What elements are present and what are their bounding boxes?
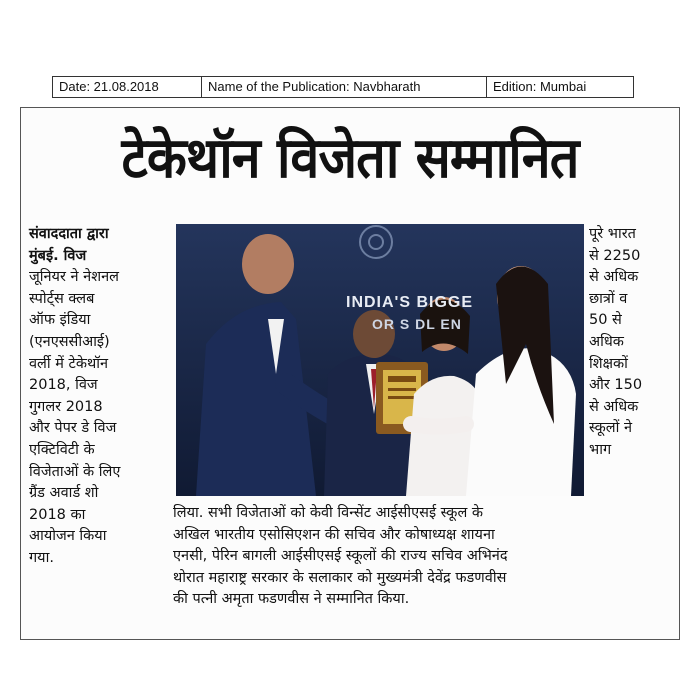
left-line: ऑफ इंडिया — [29, 312, 91, 329]
banner-text: INDIA'S BIGGE — [346, 294, 474, 311]
bottom-line: एनसी, पेरिन बागली आईसीएसई स्कूलों की राज्य सचिव अभिनंद — [173, 548, 508, 565]
left-line: 2018 का — [29, 506, 86, 523]
left-line: वर्ली में टेकेथॉन — [29, 355, 109, 372]
newspaper-clipping — [20, 107, 680, 640]
left-line: आयोजन किया — [29, 528, 107, 545]
left-line: एक्टिविटी के — [29, 441, 95, 458]
left-line: और पेपर डे विज — [29, 420, 117, 437]
left-line: मुंबई. विज — [29, 247, 87, 264]
bottom-line: लिया. सभी विजेताओं को केवी विन्सेंट आईसीएसई स्कूल के — [173, 505, 484, 521]
right-line: से अधिक — [589, 398, 639, 415]
right-line: 50 से — [589, 312, 622, 329]
left-line: गुगलर 2018 — [29, 398, 103, 415]
byline: संवाददाता द्वारा — [29, 226, 109, 242]
bottom-line: की पत्नी अमृता फडणवीस ने सम्मानित किया. — [173, 591, 410, 608]
left-line: ग्रैंड अवार्ड शो — [29, 485, 99, 502]
right-line: अधिक — [589, 333, 624, 350]
left-line: जूनियर ने नेशनल — [29, 269, 119, 286]
right-line: पूरे भारत — [589, 226, 636, 242]
left-column — [29, 224, 171, 570]
bottom-paragraph — [173, 503, 673, 611]
award-photo — [176, 224, 584, 496]
left-line: स्पोर्ट्स क्लब — [29, 290, 95, 307]
right-line: शिक्षकों — [589, 355, 628, 372]
left-line: 2018, विज — [29, 377, 98, 394]
bottom-line: थोरात महाराष्ट्र सरकार के सलाकार को मुख्यमंत्री देवेंद्र फडणवीस — [173, 569, 507, 586]
right-column — [589, 224, 675, 462]
right-line: से 2250 — [589, 247, 641, 264]
publication-header — [52, 76, 634, 98]
left-line: विजेताओं के लिए — [29, 463, 121, 480]
right-line: और 150 — [589, 377, 643, 394]
right-line: छात्रों व — [589, 290, 628, 307]
left-line: गया. — [29, 549, 54, 566]
left-line: (एनएससीआई) — [29, 333, 110, 350]
banner-subtext: OR S DL EN — [372, 316, 462, 332]
publication-cell: Name of the Publication: Navbharath — [202, 77, 487, 97]
headline: टेकेथॉन विजेता सम्मानित — [121, 126, 579, 191]
date-cell: Date: 21.08.2018 — [53, 77, 202, 97]
right-line: से अधिक — [589, 269, 639, 286]
edition-cell: Edition: Mumbai — [493, 79, 587, 94]
bottom-line: अखिल भारतीय एसोसिएशन की सचिव और कोषाध्यक्ष शायना — [173, 526, 495, 543]
right-line: भाग — [589, 441, 612, 458]
right-line: स्कूलों ने — [589, 420, 633, 437]
